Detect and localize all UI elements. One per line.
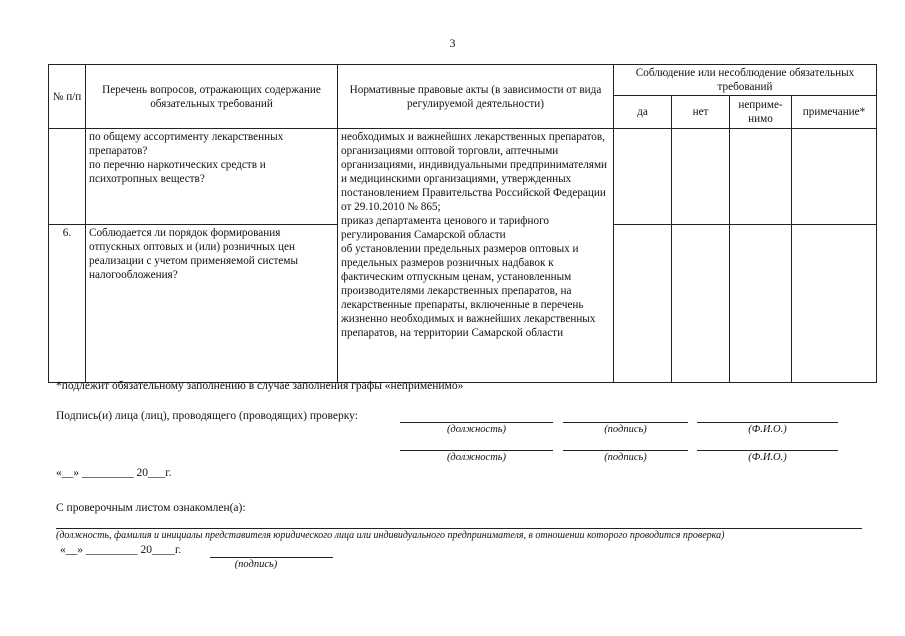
checklist-table — [48, 64, 877, 383]
question-text: по перечню наркотических средств и психотропных веществ? — [89, 159, 266, 185]
position-caption: (должность) — [446, 452, 507, 463]
header-yes: да — [614, 96, 672, 129]
cell-note[interactable] — [792, 129, 877, 225]
acquainted-line[interactable] — [56, 528, 862, 529]
acts-cell — [338, 129, 614, 383]
fio-caption: (Ф.И.О.) — [748, 424, 787, 435]
header-note: примечание* — [792, 96, 877, 129]
fio-caption: (Ф.И.О.) — [748, 452, 787, 463]
row-question — [86, 225, 338, 383]
acquainted-sign-line[interactable] — [210, 557, 333, 558]
position-line-1[interactable] — [400, 422, 553, 423]
acquainted-caption: (должность, фамилия и инициалы представителя юридического лица или индивидуального предпринимателя, в отношении которого проводится проверка) — [56, 530, 725, 541]
signature-label: Подпись(и) лица (лиц), проводящего (проводящих) проверку: — [56, 410, 358, 422]
acts-text: об установлении предельных размеров оптовых и предельных размеров розничных надбавок к фактическим отпускным ценам, установленным производителями лекарственных препаратов, на лекарственные препараты, включенные в перечень жизненно необходимых и важнейших лекарственных препаратов, на территории Самарской области — [341, 243, 596, 339]
sign-caption: (подпись) — [604, 452, 647, 463]
cell-yes[interactable] — [614, 129, 672, 225]
header-acts: Нормативные правовые акты (в зависимости от вида регулируемой деятельности) — [338, 65, 614, 129]
fio-line-2[interactable] — [697, 450, 838, 451]
acts-text: приказ департамента ценового и тарифного регулирования Самарской области — [341, 215, 550, 241]
page-number: 3 — [449, 36, 456, 50]
cell-na[interactable] — [730, 225, 792, 383]
fio-line-1[interactable] — [697, 422, 838, 423]
cell-no[interactable] — [672, 129, 730, 225]
cell-na[interactable] — [730, 129, 792, 225]
acquainted-date[interactable]: «__» _________ 20____г. — [60, 544, 182, 556]
question-text: по общему ассортименту лекарственных препаратов? — [89, 131, 284, 157]
date-line[interactable]: «__» _________ 20___г. — [56, 467, 172, 479]
cell-note[interactable] — [792, 225, 877, 383]
row-num: 6. — [49, 225, 86, 383]
question-text: Соблюдается ли порядок формирования отпускных оптовых и (или) розничных цен реализации с учетом применяемой системы налогообложения? — [89, 227, 298, 281]
header-na: неприме-нимо — [730, 96, 792, 129]
header-compliance: Соблюдение или несоблюдение обязательных требований — [614, 65, 877, 96]
row-question — [86, 129, 338, 225]
sign-line-2[interactable] — [563, 450, 688, 451]
footnote: *подлежит обязательному заполнению в случае заполнения графы «неприменимо» — [56, 380, 464, 392]
position-caption: (должность) — [446, 424, 507, 435]
sign-caption: (подпись) — [604, 424, 647, 435]
acts-text: необходимых и важнейших лекарственных препаратов, организациями оптовой торговли, аптечными организациями, индивидуальными предпринимателями и медицинскими организациями, утвержденных постановлением Правительства Российской Федерации от 29.10.2010 № 865; — [341, 131, 608, 213]
sign-line-1[interactable] — [563, 422, 688, 423]
cell-no[interactable] — [672, 225, 730, 383]
header-no: нет — [672, 96, 730, 129]
cell-yes[interactable] — [614, 225, 672, 383]
header-questions: Перечень вопросов, отражающих содержание обязательных требований — [86, 65, 338, 129]
position-line-2[interactable] — [400, 450, 553, 451]
header-num: № п/п — [49, 65, 86, 129]
acquainted-label: С проверочным листом ознакомлен(а): — [56, 502, 246, 514]
acquainted-sign-caption: (подпись) — [234, 559, 278, 570]
row-num — [49, 129, 86, 225]
